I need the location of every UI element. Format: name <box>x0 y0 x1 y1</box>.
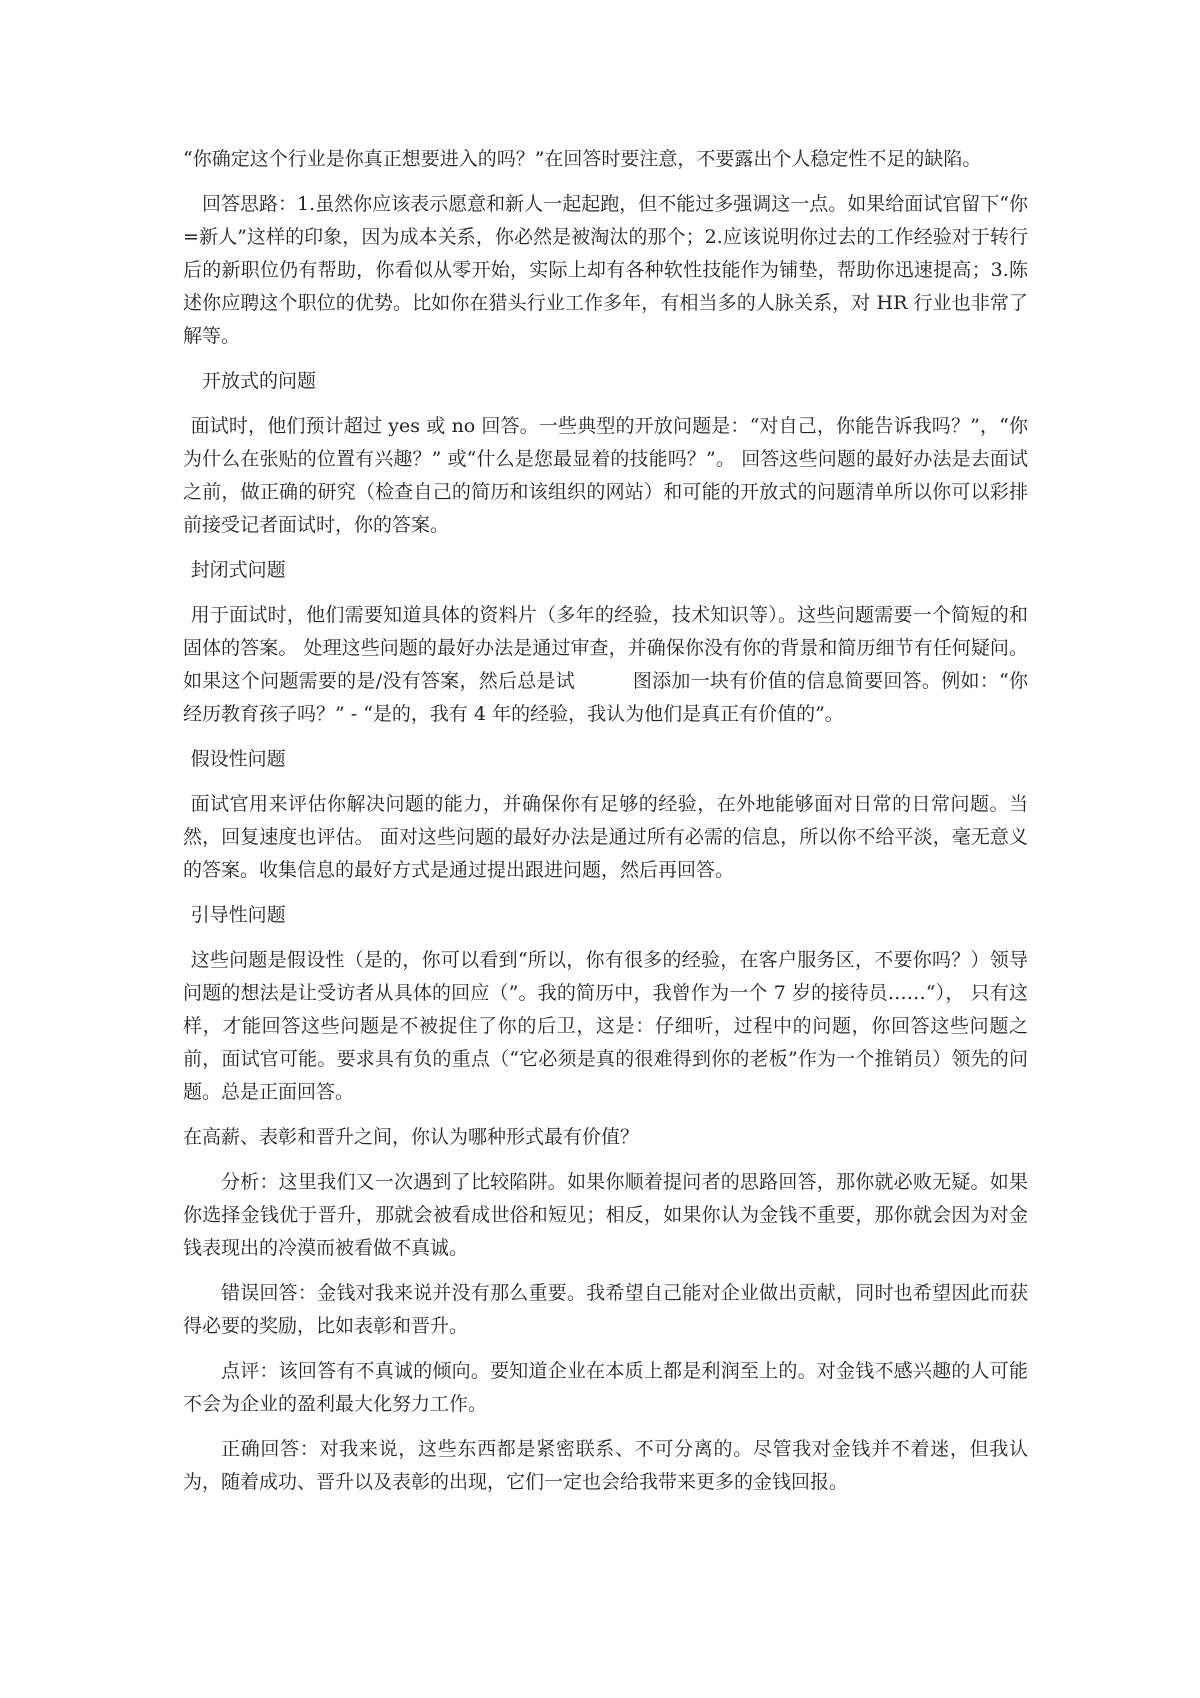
paragraph-industry-question: “你确定这个行业是你真正想要进入的吗？”在回答时要注意，不要露出个人稳定性不足的缺陷。 <box>183 148 982 170</box>
paragraph-leading-questions: 这些问题是假设性（是的，你可以看到“所以，你有很多的经验，在客户服务区，不要你吗？）领导问题的想法是让受访者从具体的回应（”。我的简历中，我曾作为一个 7 岁的接待员……“）， 只有这样，才能回答这些问题是不被捉住了你的后卫，这是：仔细听，过程中的问题，你回答这些问题之前，面试官可能。要求具有负的重点（“它必须是真的很难得到你的老板”作为一个推销员）领先的问题。总是正面回答。 <box>183 949 1028 1103</box>
paragraph-hypothetical-questions: 面试官用来评估你解决问题的能力，并确保你有足够的经验，在外地能够面对日常的日常问题。当然，回复速度也评估。 面对这些问题的最好办法是通过所有必需的信息，所以你不给平淡，毫无意义的答案。收集信息的最好方式是通过提出跟进问题，然后再回答。 <box>183 793 1028 881</box>
paragraph-open-questions: 面试时，他们预计超过 yes 或 no 回答。一些典型的开放问题是：“对自己，你能告诉我吗？”，“你为什么在张贴的位置有兴趣？” 或“什么是您最显着的技能吗？”。 回答这些问题的最好办法是去面试之前，做正确的研究（检查自己的简历和该组织的网站）和可能的开放式的问题清单所以你可以彩排前接受记者面试时，你的答案。 <box>183 415 1028 536</box>
paragraph-answer-approach: 回答思路：1.虽然你应该表示愿意和新人一起起跑，但不能过多强调这一点。如果给面试官留下“你=新人”这样的印象，因为成本关系，你必然是被淘汰的那个；2.应该说明你过去的工作经验对于转行后的新职位仍有帮助，你看似从零开始，实际上却有各种软性技能作为铺垫，帮助你迅速提高；3.陈述你应聘这个职位的优势。比如你在猎头行业工作多年，有相当多的人脉关系，对 HR 行业也非常了解等。 <box>183 193 1028 347</box>
paragraph-correct-answer: 正确回答：对我来说，这些东西都是紧密联系、不可分离的。尽管我对金钱并不着迷，但我认为，随着成功、晋升以及表彰的出现，它们一定也会给我带来更多的金钱回报。 <box>183 1438 1028 1493</box>
paragraph-wrong-answer: 错误回答：金钱对我来说并没有那么重要。我希望自己能对企业做出贡献，同时也希望因此而获得必要的奖励，比如表彰和晋升。 <box>183 1282 1028 1337</box>
heading-hypothetical-questions: 假设性问题 <box>190 748 286 770</box>
heading-leading-questions: 引导性问题 <box>190 904 286 926</box>
document-body <box>183 143 1028 1511</box>
heading-closed-questions: 封闭式问题 <box>190 559 286 581</box>
heading-open-questions: 开放式的问题 <box>202 370 317 392</box>
paragraph-analysis: 分析：这里我们又一次遇到了比较陷阱。如果你顺着提问者的思路回答，那你就必败无疑。如果你选择金钱优于晋升，那就会被看成世俗和短见；相反，如果你认为金钱不重要，那你就会因为对金钱表现出的冷漠而被看做不真诚。 <box>183 1171 1028 1259</box>
paragraph-closed-questions: 用于面试时，他们需要知道具体的资料片（多年的经验，技术知识等）。这些问题需要一个简短的和固体的答案。 处理这些问题的最好办法是通过审查，并确保你没有你的背景和简历细节有任何疑问。如果这个问题需要的是/没有答案，然后总是试 图添加一块有价值的信息简要回答。例如：“你经历教育孩子吗？” - “是的，我有 4 年的经验，我认为他们是真正有价值的”。 <box>183 604 1028 725</box>
question-salary-recognition-promotion: 在高薪、表彰和晋升之间，你认为哪种形式最有价值？ <box>183 1126 640 1148</box>
paragraph-comment: 点评：该回答有不真诚的倾向。要知道企业在本质上都是利润至上的。对金钱不感兴趣的人可能不会为企业的盈利最大化努力工作。 <box>183 1360 1028 1415</box>
